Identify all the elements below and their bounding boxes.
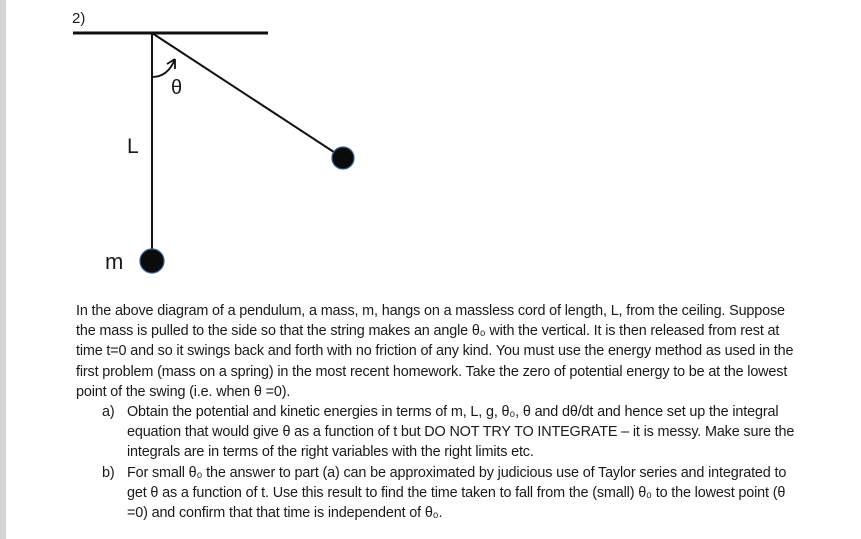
mass-label: m [105, 249, 124, 274]
part-b-text: For small θ₀ the answer to part (a) can be approximated by judicious use of Taylor series and integrated to get θ as a function of t. Use this result to find the time taken to fall from the (small) θ₀ to the lowest point (θ =0) and confirm that that time is independent of θ₀. [127, 464, 787, 522]
problem-intro: In the above diagram of a pendulum, a mass, m, hangs on a massless cord of length, L, from the ceiling. Suppose the mass is pulled to the side so that the string makes an angle θ₀ with the vertical. It is then released from rest at time t=0 and so it swings back and forth with no friction of any kind. You must use the energy method as used in the first problem (mass on a spring) in the most recent homework. Take the zero of potential energy to be at the lowest point of the swing (i.e. when θ =0). [76, 303, 794, 400]
part-b-marker: b) [102, 464, 115, 481]
part-b [76, 463, 806, 524]
length-label: L [127, 135, 139, 158]
part-a [76, 402, 806, 463]
displaced-bob [332, 147, 354, 169]
hanging-bob [140, 249, 164, 273]
problem-parts [76, 402, 806, 523]
part-a-marker: a) [102, 404, 115, 421]
part-a-text: Obtain the potential and kinetic energies in terms of m, L, g, θ₀, θ and dθ/dt and hence set up the integral equation that would give θ as a function of t but DO NOT TRY TO INTEGRATE – it is messy. Make sure the integrals are in terms of the right variables with the right limits etc. [127, 404, 795, 461]
angle-label: θ [171, 77, 183, 99]
problem-statement [76, 301, 806, 523]
problem-number: 2) [72, 10, 86, 27]
